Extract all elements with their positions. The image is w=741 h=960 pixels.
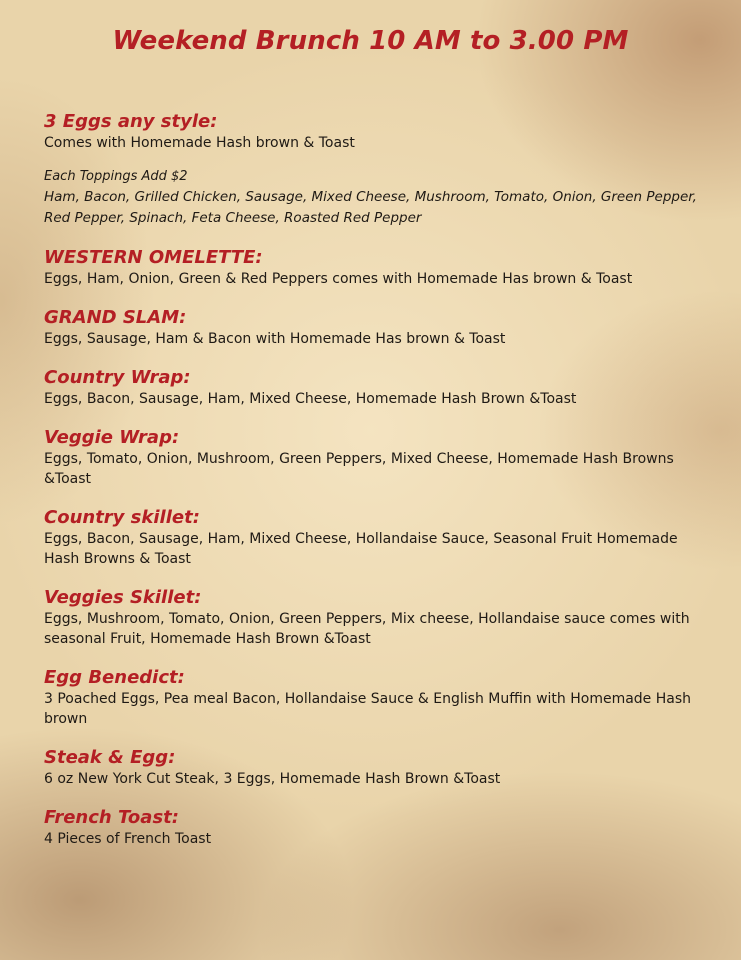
item-description: Eggs, Sausage, Ham & Bacon with Homemade Has brown & Toast [44, 331, 506, 347]
menu-item-western-omelette [44, 246, 709, 289]
menu-list [44, 110, 709, 866]
toppings-section [44, 167, 709, 229]
item-description: Eggs, Tomato, Onion, Mushroom, Green Peppers, Mixed Cheese, Homemade Hash Browns &Toast [44, 451, 674, 487]
toppings-label: Each Toppings Add $2 [44, 169, 188, 184]
menu-item-veggie-wrap [44, 426, 709, 489]
item-name: Veggie Wrap: [44, 427, 180, 448]
item-description: 6 oz New York Cut Steak, 3 Eggs, Homemade Hash Brown &Toast [44, 771, 501, 787]
menu-item-country-skillet [44, 506, 709, 569]
item-name: 3 Eggs any style: [44, 111, 218, 132]
item-description: Eggs, Bacon, Sausage, Ham, Mixed Cheese, Homemade Hash Brown &Toast [44, 391, 577, 407]
toppings-list: Ham, Bacon, Grilled Chicken, Sausage, Mixed Cheese, Mushroom, Tomato, Onion, Green Pepper, Red Pepper, Spinach, Feta Cheese, Roasted Red Pepper [44, 189, 697, 226]
menu-item-french-toast [44, 806, 709, 849]
item-name: French Toast: [44, 807, 179, 828]
menu-item-country-wrap [44, 366, 709, 409]
item-name: Egg Benedict: [44, 667, 185, 688]
menu-title: Weekend Brunch 10 AM to 3.00 PM [112, 26, 629, 56]
item-description: 4 Pieces of French Toast [44, 831, 212, 847]
item-name: WESTERN OMELETTE: [44, 247, 263, 268]
item-description: Comes with Homemade Hash brown & Toast [44, 135, 355, 151]
item-description: Eggs, Bacon, Sausage, Ham, Mixed Cheese, Hollandaise Sauce, Seasonal Fruit Homemade Hash Browns & Toast [44, 531, 678, 567]
item-name: Veggies Skillet: [44, 587, 202, 608]
item-name: Steak & Egg: [44, 747, 176, 768]
item-name: GRAND SLAM: [44, 307, 187, 328]
item-name: Country Wrap: [44, 367, 191, 388]
item-description: Eggs, Mushroom, Tomato, Onion, Green Peppers, Mix cheese, Hollandaise sauce comes with seasonal Fruit, Homemade Hash Brown &Toast [44, 611, 690, 647]
menu-item-egg-benedict [44, 666, 709, 729]
menu-item-3-eggs-any-style [44, 110, 709, 229]
menu-item-grand-slam [44, 306, 709, 349]
menu-item-steak-and-egg [44, 746, 709, 789]
item-description: 3 Poached Eggs, Pea meal Bacon, Hollandaise Sauce & English Muffin with Homemade Hash brown [44, 691, 692, 727]
item-name: Country skillet: [44, 507, 200, 528]
item-description: Eggs, Ham, Onion, Green & Red Peppers comes with Homemade Has brown & Toast [44, 271, 633, 287]
menu-item-veggies-skillet [44, 586, 709, 649]
